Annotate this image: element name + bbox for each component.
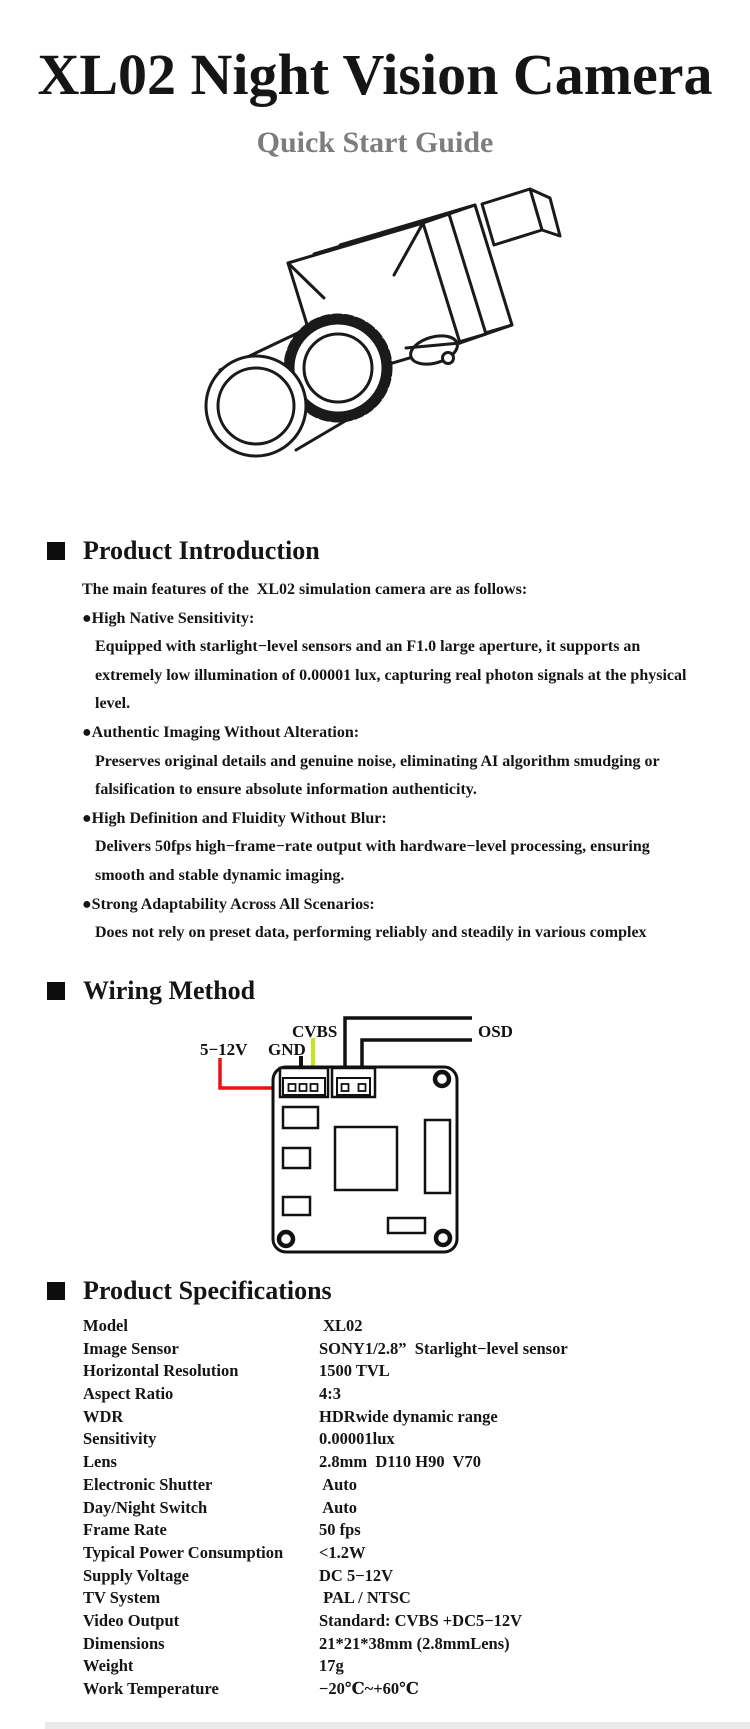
spec-value: 2.8mm D110 H90 V70 — [319, 1452, 481, 1472]
section-heading-wiring — [47, 978, 255, 1004]
spec-label: TV System — [83, 1588, 161, 1608]
spec-row — [0, 1338, 750, 1361]
spec-row — [0, 1565, 750, 1588]
mount-hole — [436, 1231, 450, 1245]
spec-label: Weight — [83, 1656, 134, 1676]
spec-label: Dimensions — [83, 1633, 165, 1653]
intro-line: Delivers 50fps high−frame−rate output with hardware−level processing, ensuring — [95, 838, 650, 856]
intro-line: extremely low illumination of 0.00001 lux, capturing real photon signals at the physical — [95, 666, 687, 684]
spec-row — [0, 1519, 750, 1542]
intro-line: Preserves original details and genuine noise, eliminating AI algorithm smudging or — [95, 752, 660, 770]
intro-line: ●High Native Sensitivity: — [82, 609, 255, 627]
label-power: 5−12V — [200, 1040, 248, 1059]
spec-label: Video Output — [83, 1610, 180, 1630]
section-title: Product Introduction — [83, 536, 320, 565]
spec-value: DC 5−12V — [319, 1565, 394, 1585]
spec-row — [0, 1655, 750, 1678]
spec-label: Sensitivity — [83, 1429, 157, 1449]
spec-row — [0, 1610, 750, 1633]
introduction-text — [0, 576, 750, 948]
section-heading-introduction — [47, 538, 320, 564]
spec-value: 1500 TVL — [319, 1361, 390, 1381]
spec-row — [0, 1451, 750, 1474]
intro-line: ●Authentic Imaging Without Alteration: — [82, 723, 360, 741]
spec-value: 21*21*38mm (2.8mmLens) — [319, 1633, 510, 1653]
page-title: XL02 Night Vision Camera — [37, 42, 713, 107]
spec-row — [0, 1383, 750, 1406]
spec-row — [0, 1497, 750, 1520]
intro-line: level. — [95, 695, 131, 713]
spec-label: Day/Night Switch — [83, 1497, 208, 1517]
spec-label: Lens — [83, 1452, 117, 1472]
spec-value: HDRwide dynamic range — [319, 1406, 498, 1426]
label-ground: GND — [268, 1040, 306, 1059]
intro-line: ●Strong Adaptability Across All Scenarios: — [82, 895, 375, 913]
spec-row — [0, 1315, 750, 1338]
spec-label: Frame Rate — [83, 1520, 167, 1540]
spec-label: Electronic Shutter — [83, 1474, 213, 1494]
spec-row — [0, 1678, 750, 1701]
spec-label: Aspect Ratio — [83, 1384, 174, 1404]
section-heading-specifications — [47, 1278, 332, 1304]
spec-value: Standard: CVBS +DC5−12V — [319, 1610, 523, 1630]
spec-row — [0, 1633, 750, 1656]
camera-illustration — [198, 178, 566, 458]
label-osd: OSD — [478, 1022, 513, 1041]
spec-value: 0.00001lux — [319, 1429, 395, 1449]
spec-row — [0, 1542, 750, 1565]
spec-value: 17g — [319, 1656, 344, 1676]
spec-row — [0, 1587, 750, 1610]
page-bottom-divider — [45, 1722, 750, 1729]
section-title: Wiring Method — [83, 976, 256, 1005]
spec-label: Horizontal Resolution — [83, 1361, 239, 1381]
section-title: Product Specifications — [83, 1276, 332, 1305]
spec-label: Typical Power Consumption — [83, 1542, 284, 1562]
spec-value: Auto — [319, 1497, 358, 1517]
spec-value: <1.2W — [319, 1542, 366, 1562]
spec-value: 4:3 — [319, 1384, 341, 1404]
spec-value: PAL / NTSC — [319, 1588, 411, 1608]
spec-value: 50 fps — [319, 1520, 361, 1540]
spec-label: WDR — [83, 1406, 124, 1426]
chip — [335, 1127, 397, 1190]
spec-value: Auto — [319, 1474, 358, 1494]
square-bullet-icon — [47, 542, 65, 560]
spec-row — [0, 1428, 750, 1451]
intro-line: Equipped with starlight−level sensors and an F1.0 large aperture, it supports an — [95, 638, 641, 656]
mount-hole — [435, 1072, 449, 1086]
intro-line: ●High Definition and Fluidity Without Blur: — [82, 809, 387, 827]
spec-label: Image Sensor — [83, 1338, 179, 1358]
square-bullet-icon — [47, 1282, 65, 1300]
spec-row — [0, 1474, 750, 1497]
spec-row — [0, 1406, 750, 1429]
spec-value: SONY1/2.8” Starlight−level sensor — [319, 1338, 568, 1358]
wiring-diagram — [150, 1012, 600, 1262]
spec-value: −20℃~+60℃ — [319, 1679, 419, 1698]
spec-value: XL02 — [319, 1316, 363, 1335]
page-subtitle: Quick Start Guide — [256, 126, 494, 159]
spec-row — [0, 1360, 750, 1383]
spec-label: Work Temperature — [83, 1679, 219, 1698]
intro-line: smooth and stable dynamic imaging. — [95, 866, 345, 884]
label-cvbs: CVBS — [292, 1022, 338, 1041]
mount-hole — [279, 1232, 293, 1246]
square-bullet-icon — [47, 982, 65, 1000]
intro-line: The main features of the XL02 simulation camera are as follows: — [82, 581, 528, 598]
spec-table — [0, 1315, 750, 1701]
spec-label: Model — [83, 1316, 128, 1335]
intro-line: falsification to ensure absolute information authenticity. — [95, 781, 477, 799]
spec-label: Supply Voltage — [83, 1565, 189, 1585]
intro-line: Does not rely on preset data, performing reliably and steadily in various complex — [95, 924, 647, 942]
